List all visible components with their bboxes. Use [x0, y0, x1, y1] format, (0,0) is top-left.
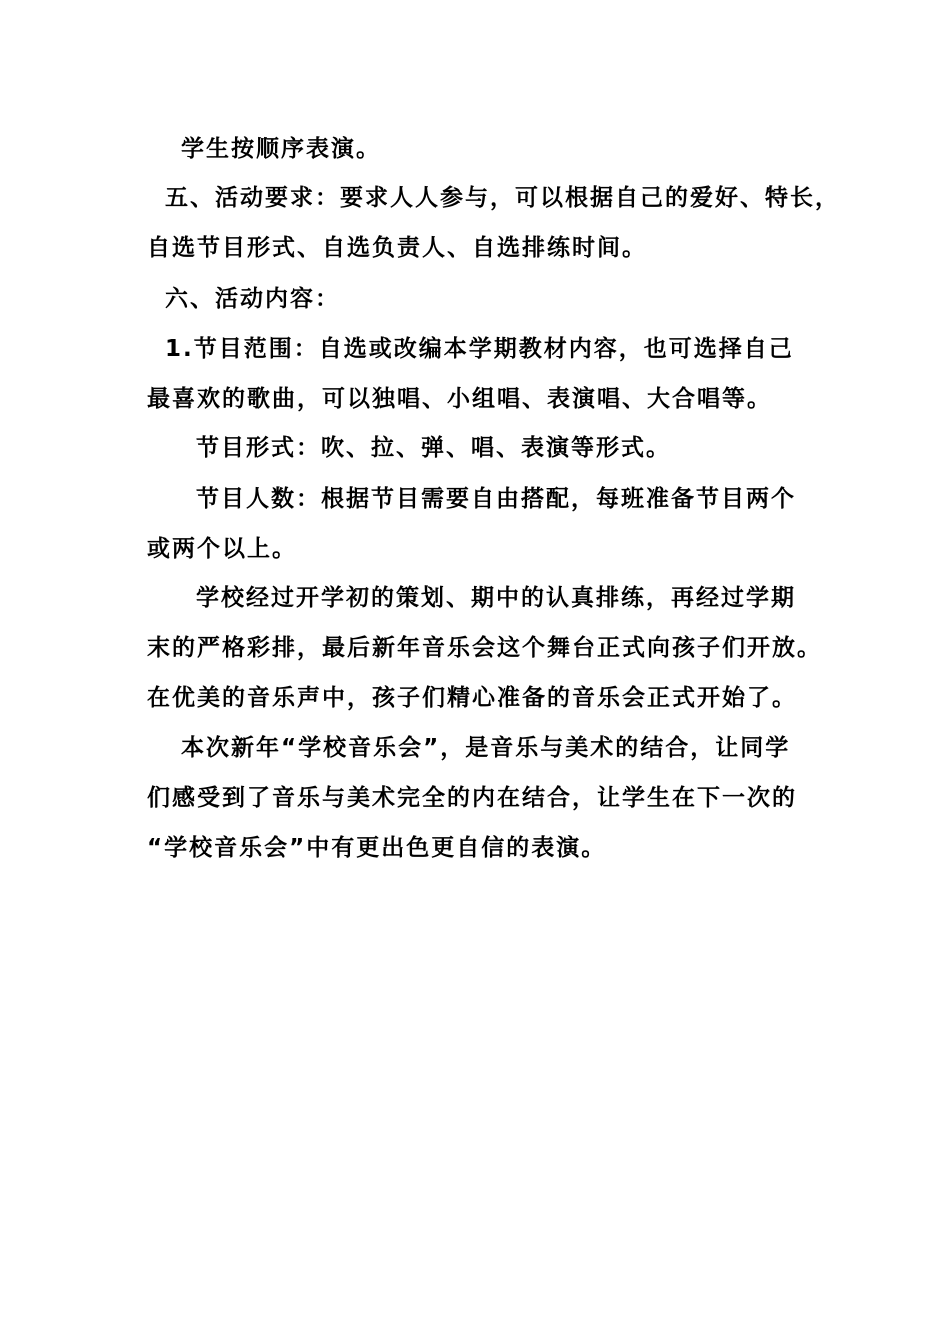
text-line: 学生按顺序表演。	[181, 136, 381, 162]
paragraph-line: 末的严格彩排，最后新年音乐会这个舞台正式向孩子们开放。	[147, 635, 822, 661]
program-count-line: 节目人数：根据节目需要自由搭配，每班准备节目两个	[196, 486, 796, 512]
paragraph-line: 在优美的音乐声中，孩子们精心准备的音乐会正式开始了。	[147, 685, 797, 711]
paragraph-line: “学校音乐会”中有更出色更自信的表演。	[147, 835, 607, 861]
section-six-heading: 六、活动内容：	[165, 286, 340, 312]
paragraph-line: 本次新年“学校音乐会”，是音乐与美术的结合，让同学	[181, 735, 791, 761]
paragraph-line: 学校经过开学初的策划、期中的认真排练，再经过学期	[196, 585, 796, 611]
text-line: 自选节目形式、自选负责人、自选排练时间。	[147, 235, 647, 261]
section-five-heading-line: 五、活动要求：要求人人参与，可以根据自己的爱好、特长，	[165, 185, 840, 211]
program-format-line: 节目形式：吹、拉、弹、唱、表演等形式。	[196, 435, 671, 461]
item-one-line: 1.节目范围：自选或改编本学期教材内容，也可选择自己	[165, 336, 794, 362]
text-line: 或两个以上。	[147, 536, 297, 562]
text-line: 最喜欢的歌曲，可以独唱、小组唱、表演唱、大合唱等。	[147, 386, 772, 412]
paragraph-line: 们感受到了音乐与美术完全的内在结合，让学生在下一次的	[147, 785, 797, 811]
